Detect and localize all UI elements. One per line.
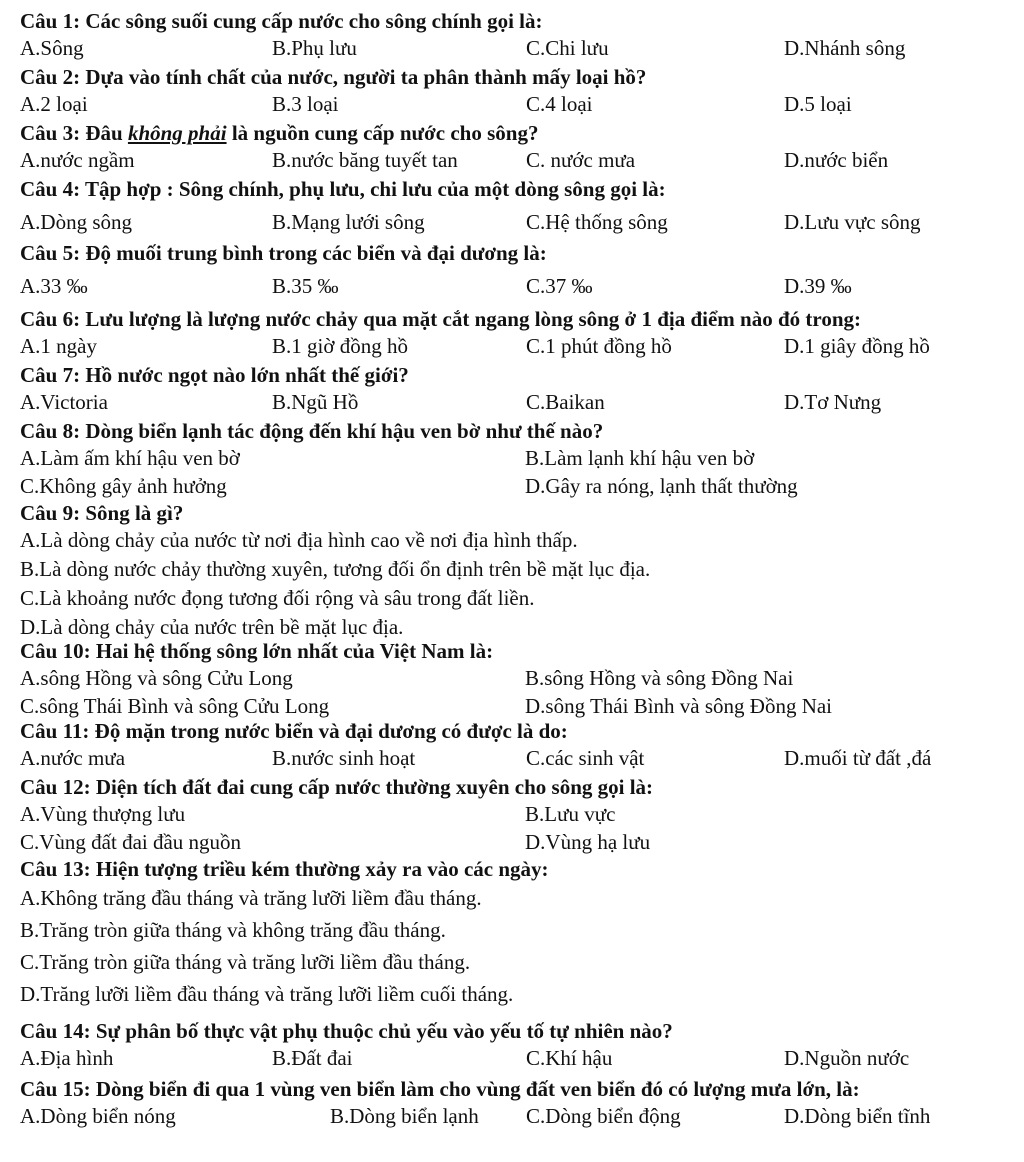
option-d: D.1 giây đồng hồ (784, 334, 930, 358)
question-3 (20, 120, 1020, 174)
option-d: D.Vùng hạ lưu (525, 830, 651, 854)
option-c: C.Là khoảng nước đọng tương đối rộng và sâu trong đất liền. (20, 586, 535, 610)
option-c: C.Dòng biển động (526, 1104, 681, 1128)
option-b: B.Đất đai (272, 1046, 353, 1070)
question-title: Câu 1: Các sông suối cung cấp nước cho sông chính gọi là: (20, 9, 543, 33)
option-c: C.37 ‰ (526, 274, 593, 298)
option-row (20, 208, 1020, 236)
option-b: B.Là dòng nước chảy thường xuyên, tương đối ổn định trên bề mặt lục địa. (20, 557, 651, 581)
option-b: B.35 ‰ (272, 274, 339, 298)
option-b: B.Dòng biển lạnh (330, 1104, 479, 1128)
question-title: Câu 15: Dòng biển đi qua 1 vùng ven biển làm cho vùng đất ven biển đó có lượng mưa lớn, là: (20, 1077, 860, 1101)
question-1 (20, 8, 1020, 62)
option-b: B.Ngũ Hồ (272, 390, 359, 414)
option-c: C.4 loại (526, 92, 593, 116)
option-c: C.sông Thái Bình và sông Cửu Long (20, 694, 330, 718)
question-2 (20, 64, 1020, 118)
option-c: C.các sinh vật (526, 746, 645, 770)
question-title: Câu 9: Sông là gì? (20, 501, 184, 525)
option-a: A.Không trăng đầu tháng và trăng lưỡi liềm đầu tháng. (20, 886, 482, 910)
option-b: B.3 loại (272, 92, 339, 116)
option-b: B.1 giờ đồng hồ (272, 334, 408, 358)
option-b: B.Lưu vực (525, 802, 616, 826)
question-title: Câu 12: Diện tích đất đai cung cấp nước thường xuyên cho sông gọi là: (20, 775, 654, 799)
option-c: C.1 phút đồng hồ (526, 334, 672, 358)
question-title-start: Câu 3: Đâu (20, 121, 128, 145)
option-row (20, 332, 1020, 360)
question-title: Câu 10: Hai hệ thống sông lớn nhất của Việt Nam là: (20, 639, 494, 663)
question-title: Câu 6: Lưu lượng là lượng nước chảy qua mặt cắt ngang lòng sông ở 1 địa điểm nào đó trong: (20, 307, 861, 331)
option-d: D.Dòng biển tĩnh (784, 1104, 931, 1128)
question-5 (20, 240, 1020, 300)
option-d: D.Là dòng chảy của nước trên bề mặt lục địa. (20, 615, 404, 639)
option-b: B.Trăng tròn giữa tháng và không trăng đầu tháng. (20, 918, 446, 942)
option-d: D.Lưu vực sông (784, 210, 921, 234)
option-row (20, 1044, 1020, 1072)
option-a: A.nước mưa (20, 746, 126, 770)
option-a: A.Sông (20, 36, 84, 60)
option-row (20, 472, 1020, 500)
option-a: A.nước ngầm (20, 148, 135, 172)
option-row (20, 664, 1020, 692)
option-b: B.Làm lạnh khí hậu ven bờ (525, 446, 755, 470)
option-a: A.Dòng sông (20, 210, 133, 234)
option-c: C.Khí hậu (526, 1046, 613, 1070)
question-title: Câu 4: Tập hợp : Sông chính, phụ lưu, chi lưu của một dòng sông gọi là: (20, 177, 666, 201)
option-row (20, 90, 1020, 118)
option-c: C.Không gây ảnh hưởng (20, 474, 227, 498)
question-6 (20, 306, 1020, 360)
question-title: Câu 8: Dòng biển lạnh tác động đến khí hậu ven bờ như thế nào? (20, 419, 604, 443)
question-title: Câu 7: Hồ nước ngọt nào lớn nhất thế giới? (20, 363, 409, 387)
option-row (20, 1102, 1020, 1130)
question-title-end: là nguồn cung cấp nước cho sông? (226, 121, 539, 145)
option-c: C.Trăng tròn giữa tháng và trăng lưỡi liềm đầu tháng. (20, 950, 471, 974)
option-row (20, 444, 1020, 472)
option-row (20, 34, 1020, 62)
option-row (20, 388, 1020, 416)
question-10 (20, 638, 1020, 720)
option-d: D.Nhánh sông (784, 36, 906, 60)
option-row (20, 272, 1020, 300)
option-a: A.2 loại (20, 92, 88, 116)
option-d: D.Tơ Nưng (784, 390, 882, 414)
option-c: C.Chi lưu (526, 36, 609, 60)
question-title: Câu 13: Hiện tượng triều kém thường xảy ra vào các ngày: (20, 857, 549, 881)
option-b: B.sông Hồng và sông Đồng Nai (525, 666, 794, 690)
option-a: A.Victoria (20, 390, 108, 414)
option-a: A.Vùng thượng lưu (20, 802, 186, 826)
question-12 (20, 774, 1020, 856)
option-row (20, 146, 1020, 174)
option-d: D.Trăng lưỡi liềm đầu tháng và trăng lưỡi liềm cuối tháng. (20, 982, 514, 1006)
question-9 (20, 500, 1020, 642)
option-d: D.Nguồn nước (784, 1046, 910, 1070)
option-a: A.Địa hình (20, 1046, 114, 1070)
option-a: A.Là dòng chảy của nước từ nơi địa hình cao về nơi địa hình thấp. (20, 528, 578, 552)
option-a: A.33 ‰ (20, 274, 88, 298)
question-4 (20, 176, 1020, 236)
question-title: Câu 2: Dựa vào tính chất của nước, người ta phân thành mấy loại hồ? (20, 65, 647, 89)
option-d: D.sông Thái Bình và sông Đồng Nai (525, 694, 833, 718)
option-c: C.Baikan (526, 390, 605, 414)
option-a: A.1 ngày (20, 334, 97, 358)
option-d: D.5 loại (784, 92, 852, 116)
option-c: C. nước mưa (526, 148, 636, 172)
option-b: B.nước sinh hoạt (272, 746, 416, 770)
question-15 (20, 1076, 1020, 1130)
question-8 (20, 418, 1020, 500)
question-title: Câu 14: Sự phân bố thực vật phụ thuộc chủ yếu vào yếu tố tự nhiên nào? (20, 1019, 673, 1043)
option-b: B.Mạng lưới sông (272, 210, 425, 234)
question-title-emphasis: không phải (127, 121, 227, 145)
option-row (20, 800, 1020, 828)
option-a: A.sông Hồng và sông Cửu Long (20, 666, 293, 690)
question-13 (20, 856, 1020, 1010)
option-c: C.Vùng đất đai đầu nguồn (20, 830, 242, 854)
option-b: B.Phụ lưu (272, 36, 357, 60)
option-d: D.39 ‰ (784, 274, 852, 298)
question-14 (20, 1018, 1020, 1072)
question-7 (20, 362, 1020, 416)
option-d: D.Gây ra nóng, lạnh thất thường (525, 474, 798, 498)
option-a: A.Làm ấm khí hậu ven bờ (20, 446, 240, 470)
option-row (20, 828, 1020, 856)
option-c: C.Hệ thống sông (526, 210, 668, 234)
option-row (20, 692, 1020, 720)
question-title: Câu 5: Độ muối trung bình trong các biển và đại dương là: (20, 241, 547, 265)
question-title: Câu 11: Độ mặn trong nước biển và đại dương có được là do: (20, 719, 568, 743)
option-d: D.nước biển (784, 148, 889, 172)
option-a: A.Dòng biển nóng (20, 1104, 176, 1128)
option-b: B.nước băng tuyết tan (272, 148, 458, 172)
question-11 (20, 718, 1020, 772)
option-row (20, 744, 1020, 772)
option-d: D.muối từ đất ,đá (784, 746, 932, 770)
